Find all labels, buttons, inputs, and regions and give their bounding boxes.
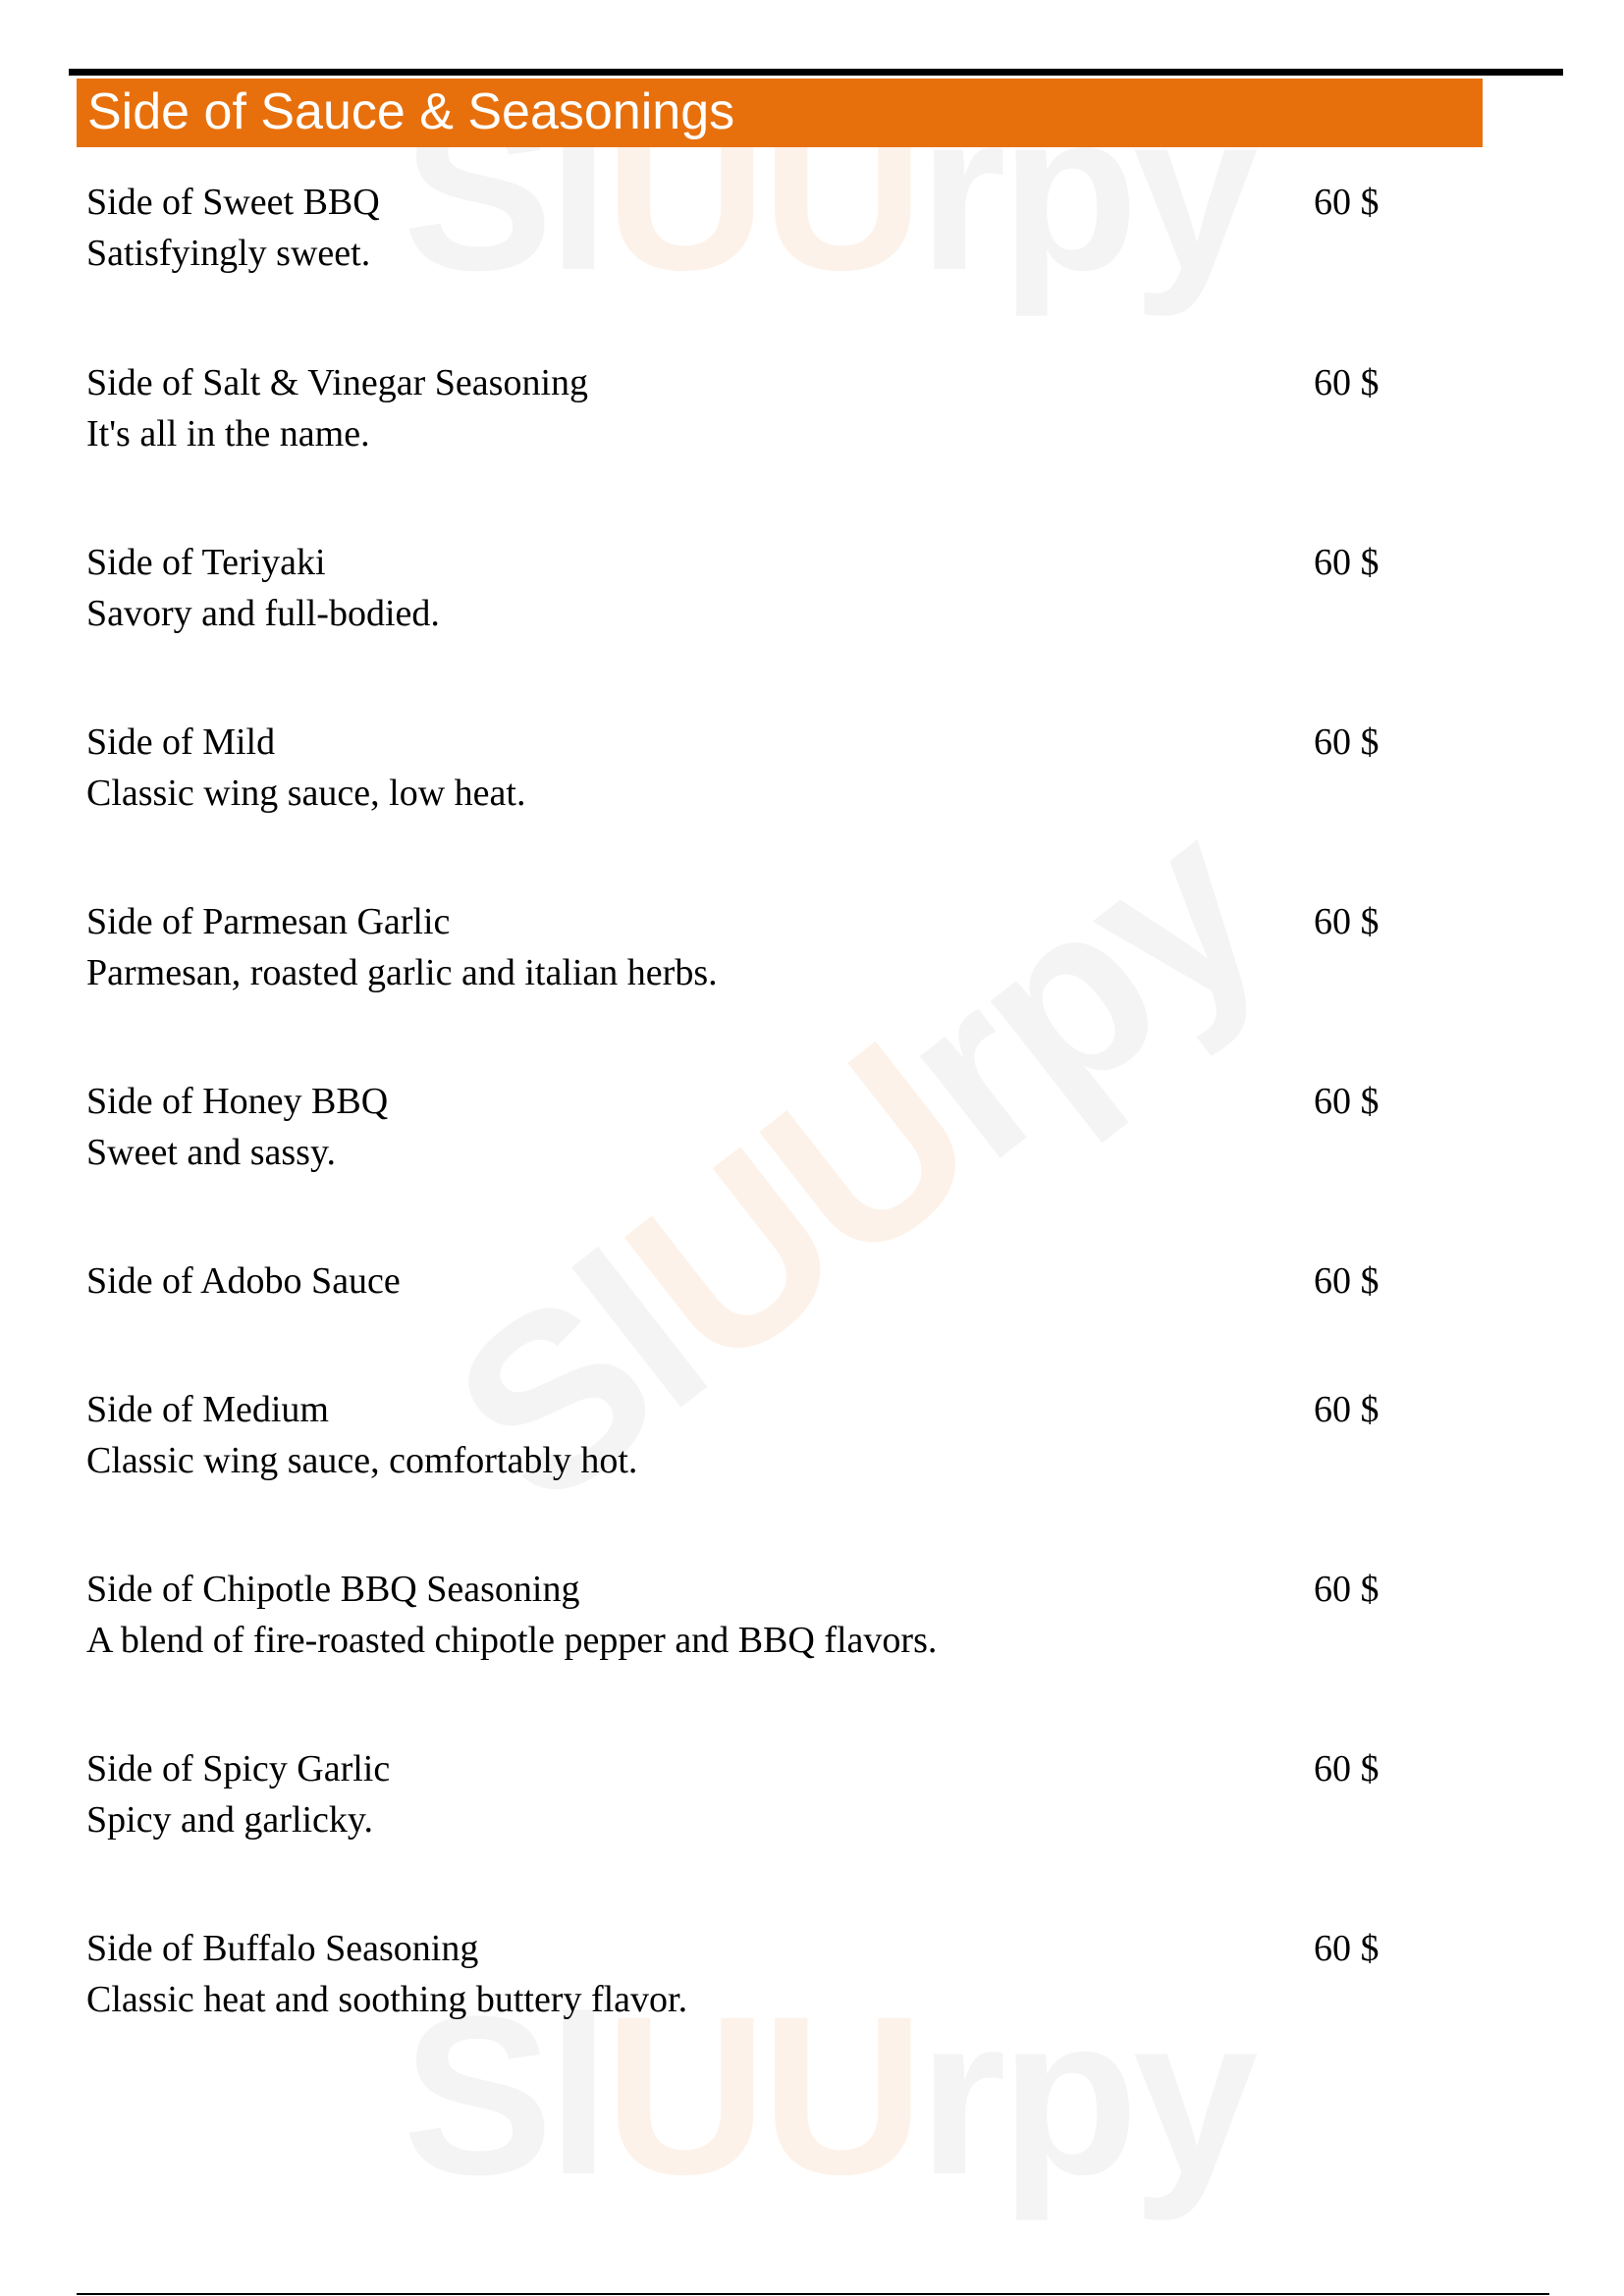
menu-item [86,899,1402,1007]
item-price: 60 $ [1314,542,1380,583]
item-description: Classic heat and soothing buttery flavor. [86,1979,688,2020]
item-name: Side of Chipotle BBQ Seasoning [86,1569,580,1610]
item-description: It's all in the name. [86,413,370,454]
menu-item [86,1079,1402,1187]
item-price: 60 $ [1314,721,1380,763]
item-name: Side of Medium [86,1389,329,1430]
item-description: Sweet and sassy. [86,1132,336,1173]
item-description: Spicy and garlicky. [86,1799,373,1841]
item-price: 60 $ [1314,182,1380,223]
item-name: Side of Buffalo Seasoning [86,1928,479,1969]
item-description: Satisfyingly sweet. [86,233,371,274]
item-name: Side of Sweet BBQ [86,182,380,223]
item-description: Savory and full-bodied. [86,593,440,634]
item-name: Side of Spicy Garlic [86,1748,391,1789]
item-price: 60 $ [1314,1260,1380,1302]
item-name: Side of Salt & Vinegar Seasoning [86,362,589,403]
section-header [77,79,1483,147]
menu-item [86,1258,1402,1366]
item-price: 60 $ [1314,901,1380,942]
item-description: A blend of fire-roasted chipotle pepper and BBQ flavors. [86,1620,938,1661]
menu-item [86,360,1402,468]
sluurpy-watermark-logo: UU [604,65,919,317]
menu-item [86,1926,1402,2034]
item-price: 60 $ [1314,1081,1380,1122]
section-title: Side of Sauce & Seasonings [87,83,735,140]
menu-item [86,1567,1402,1675]
menu-item [86,720,1402,828]
sluurpy-watermark-logo: UU [579,993,1019,1421]
menu-item [86,180,1402,288]
item-name: Side of Adobo Sauce [86,1260,401,1302]
menu-item [86,1387,1402,1495]
item-description: Parmesan, roasted garlic and italian herbs. [86,952,718,993]
item-price: 60 $ [1314,1928,1380,1969]
item-name: Side of Parmesan Garlic [86,901,451,942]
item-price: 60 $ [1314,1569,1380,1610]
sluurpy-watermark-logo: UU [604,1969,919,2221]
menu-item [86,1746,1402,1854]
item-price: 60 $ [1314,362,1380,403]
bottom-divider [77,2293,1549,2295]
menu-item [86,540,1402,648]
item-price: 60 $ [1314,1748,1380,1789]
top-divider [69,69,1563,76]
item-name: Side of Mild [86,721,276,763]
item-description: Classic wing sauce, low heat. [86,773,526,814]
item-name: Side of Honey BBQ [86,1081,389,1122]
item-description: Classic wing sauce, comfortably hot. [86,1440,638,1481]
item-name: Side of Teriyaki [86,542,326,583]
item-price: 60 $ [1314,1389,1380,1430]
